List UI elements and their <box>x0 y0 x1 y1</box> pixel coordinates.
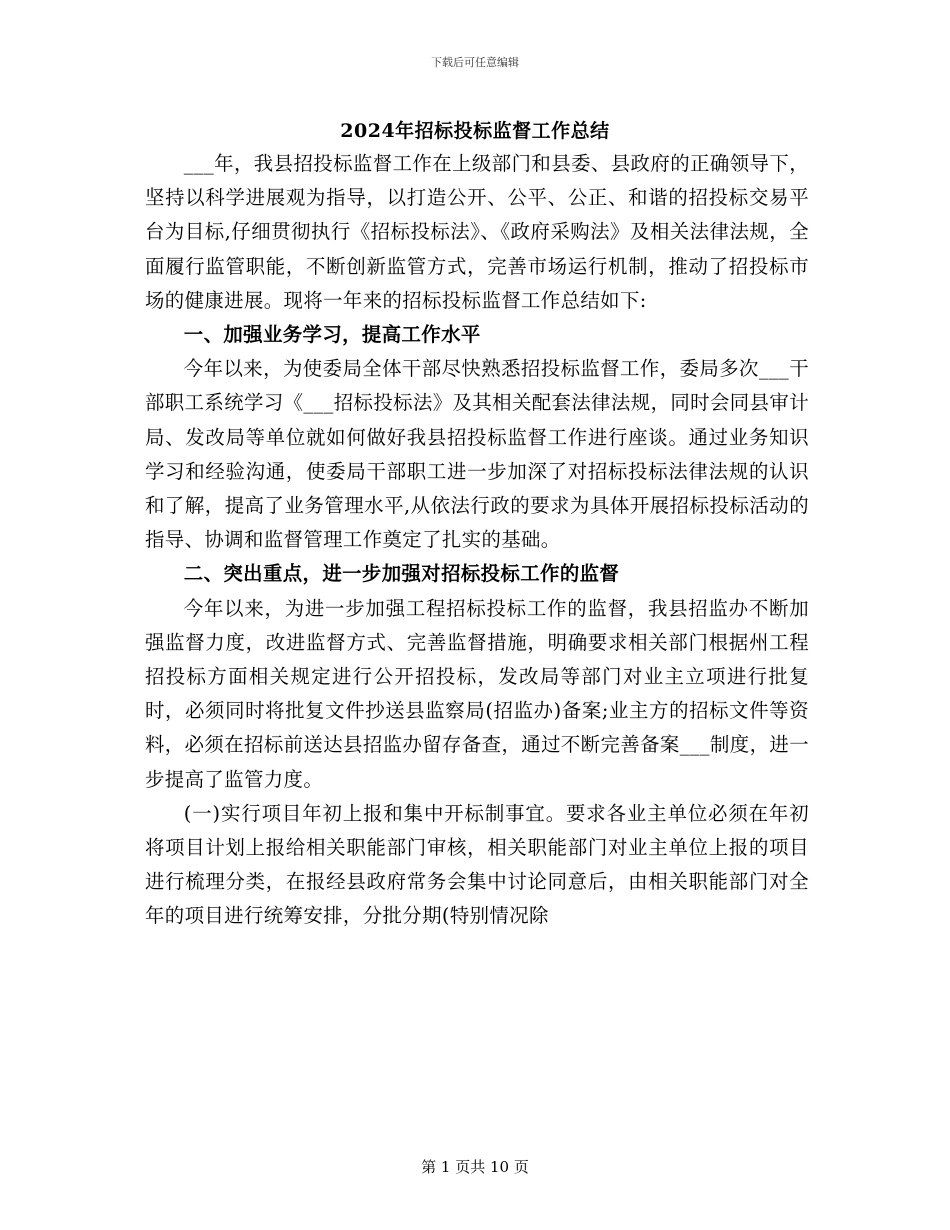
section-2-paragraph-2: (一)实行项目年初上报和集中开标制事宜。要求各业主单位必须在年初将项目计划上报给相关职能部门审核，相关职能部门对业主单位上报的项目进行梳理分类，在报经县政府常务会集中讨论同意后，由相关职能部门对全年的项目进行统筹安排，分批分期(特别情况除 <box>145 801 809 928</box>
document-body <box>145 147 809 934</box>
header-note: 下载后可任意编辑 <box>431 56 519 69</box>
section-2-paragraph-1: 今年以来，为进一步加强工程招标投标工作的监督，我县招监办不断加强监督力度，改进监督方式、完善监督措施，明确要求相关部门根据州工程招投标方面相关规定进行公开招投标，发改局等部门对业主立项进行批复时，必须同时将批复文件抄送县监察局(招监办)备案;业主方的招标文件等资料，必须在招标前送达县招监办留存备查，通过不断完善备案___制度，进一步提高了监管力度。 <box>145 596 809 791</box>
page-number: 第 1 页共 10 页 <box>421 1158 529 1176</box>
section-heading-1: 一、加强业务学习，提高工作水平 <box>183 323 481 347</box>
intro-paragraph: ___年，我县招投标监督工作在上级部门和县委、县政府的正确领导下，坚持以科学进展观为指导，以打造公开、公平、公正、和谐的招投标交易平台为目标,仔细贯彻执行《招标投标法》、《政府采购法》及相关法律法规，全面履行监管职能，不断创新监管方式，完善市场运行机制，推动了招投标市场的健康进展。现将一年来的招标投标监督工作总结如下: <box>145 152 809 312</box>
section-1-paragraph-1: 今年以来，为使委局全体干部尽快熟悉招投标监督工作，委局多次___干部职工系统学习《___招标投标法》及其相关配套法律法规，同时会同县审计局、发改局等单位就如何做好我县招投标监督工作进行座谈。通过业务知识学习和经验沟通，使委局干部职工进一步加深了对招标投标法律法规的认识和了解，提高了业务管理水平,从依法行政的要求为具体开展招标投标活动的指导、协调和监督管理工作奠定了扎实的基础。 <box>145 357 809 552</box>
document-title: 2024年招标投标监督工作总结 <box>340 120 610 142</box>
section-heading-2: 二、突出重点，进一步加强对招标投标工作的监督 <box>183 562 620 586</box>
